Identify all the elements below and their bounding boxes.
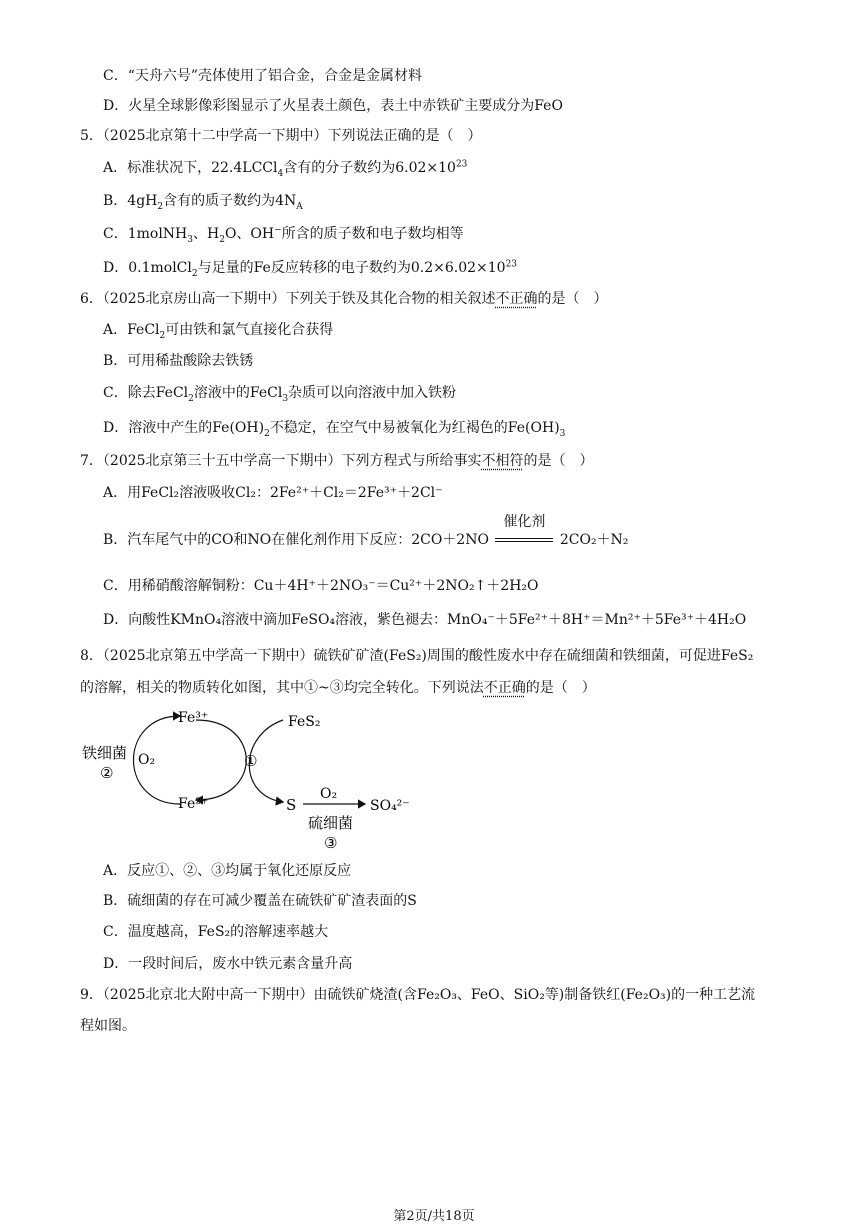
q9-stem-line1: 9．（2025北京北大附中高一下期中）由硫铁矿烧渣(含Fe₂O₃、FeO、SiO₂等)制备铁红(Fe₂O₃)的一种工艺流 <box>80 987 756 1003</box>
q8-option-a: A．反应①、②、③均属于氧化还原反应 <box>103 863 352 879</box>
q4-option-c: C．“天舟六号”壳体使用了铝合金，合金是金属材料 <box>103 68 423 84</box>
o2-left-label: O₂ <box>138 752 156 768</box>
q8-stem-line2: 的溶解，相关的物质转化如图，其中①~③均完全转化。下列说法不正确的是（ ） <box>80 680 596 696</box>
q7-option-a: A．用FeCl₂溶液吸收Cl₂：2Fe²⁺＋Cl₂＝2Fe³⁺＋2Cl⁻ <box>103 485 443 501</box>
q6-option-b: B．可用稀盐酸除去铁锈 <box>103 353 254 369</box>
q6-option-a: A．FeCl$_2$可由铁和氯气直接化合获得 <box>103 322 334 341</box>
catalyst-arrow: 催化剂 <box>493 530 555 550</box>
fe3-label: Fe³⁺ <box>178 710 209 726</box>
s-label: S <box>286 796 297 814</box>
q6-stem: 6．（2025北京房山高一下期中）下列关于铁及其化合物的相关叙述不正确的是（ ） <box>80 291 608 307</box>
iron-bacteria-label: 铁细菌 <box>82 744 128 762</box>
q8-option-d: D．一段时间后，废水中铁元素含量升高 <box>103 956 353 972</box>
q8-option-b: B．硫细菌的存在可减少覆盖在硫铁矿矿渣表面的S <box>103 893 417 909</box>
q8-stem-line1: 8．（2025北京第五中学高一下期中）硫铁矿矿渣(FeS₂)周围的酸性废水中存在硫细菌和铁细菌，可促进FeS₂ <box>80 648 754 664</box>
so4-label: SO₄²⁻ <box>370 798 410 814</box>
q5-option-d: D．0.1molCl$_2$与足量的Fe反应转移的电子数约为$0.2\times 6.02\times 10^{23}$ <box>103 259 518 279</box>
q4-option-d: D．火星全球影像彩图显示了火星表土颜色，表土中赤铁矿主要成分为FeO <box>103 98 563 114</box>
q6-option-c: C．除去FeCl$_2$溶液中的FeCl$_3$杂质可以向溶液中加入铁粉 <box>103 385 457 404</box>
right-arc-arrow <box>196 720 246 800</box>
q5-stem: 5．（2025北京第十二中学高一下期中）下列说法正确的是（ ） <box>80 128 482 144</box>
q5-option-b: B．$4gH_2$含有的质子数约为$4N_A$ <box>103 193 303 212</box>
q8-option-c: C．温度越高，FeS₂的溶解速率越大 <box>103 924 329 940</box>
q6-option-d: D．溶液中产生的$Fe(OH)_2$不稳定，在空气中易被氧化为红褐色的$Fe(OH)_3$ <box>103 420 566 439</box>
step2-label: ② <box>100 764 114 782</box>
q9-stem-line2: 程如图。 <box>80 1018 136 1034</box>
q5-option-c: C．1molNH$_3$、$H_2O$、OH−所含的质子数和电子数均相等 <box>103 225 464 245</box>
step1-label: ① <box>244 752 258 770</box>
page-footer: 第2页/共18页 <box>393 1209 475 1224</box>
q5-option-a: A．标准状况下，22.4LCCl$_4$含有的分子数约为$6.02\times 10^{23}$ <box>103 159 468 179</box>
q7-option-b: B．汽车尾气中的CO和NO在催化剂作用下反应：2CO＋2NO 催化剂 2CO₂＋N₂ <box>103 514 629 548</box>
conversion-diagram <box>78 706 438 856</box>
q7-option-c: C．用稀硝酸溶解铜粉：Cu＋4H⁺＋2NO₃⁻＝Cu²⁺＋2NO₂↑＋2H₂O <box>103 578 539 594</box>
step3-label: ③ <box>324 834 338 852</box>
sulfur-bacteria-label: 硫细菌 <box>308 814 354 832</box>
fes2-label: FeS₂ <box>288 714 321 730</box>
o2-arrow-label: O₂ <box>320 786 338 802</box>
q7-option-d: D．向酸性KMnO₄溶液中滴加FeSO₄溶液，紫色褪去：MnO₄⁻＋5Fe²⁺＋8H⁺＝Mn²⁺＋5Fe³⁺＋4H₂O <box>103 612 747 628</box>
q7-stem: 7．（2025北京第三十五中学高一下期中）下列方程式与所给事实不相符的是（ ） <box>80 453 594 469</box>
fe2-label: Fe²⁺ <box>178 796 209 812</box>
